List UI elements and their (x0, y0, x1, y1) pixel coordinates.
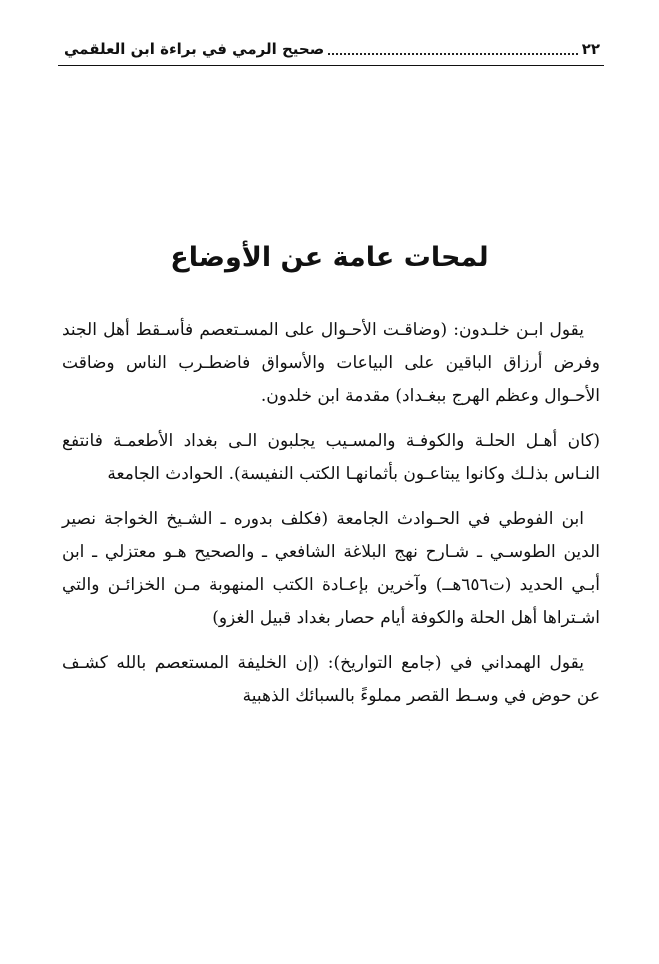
leader-dots (328, 53, 577, 55)
book-title: صحيح الرمي في براءة ابن العلقمي (64, 40, 325, 58)
paragraph-ibn-al-fuwati: ابن الفوطي في الحـوادث الجامعة (فكلف بدوره ـ الشـيخ الخواجة نصير الدين الطوسـي ـ شـارح نهج البلاغة الشافعي ـ والصحيح هـو معتزلي ـ ابن أبـي الحديد (ت٦٥٦هــ) وآخرين بإعـادة الكتب المنهوبة مـن الخزائـن والتي اشـتراها أهل الحلة والكوفة أيام حصار بغداد قبيل الغزو) (62, 509, 600, 628)
paragraph-hilla-kufa: (كان أهـل الحلـة والكوفـة والمسـيب يجلبون الـى بغداد الأطعمـة فانتفع النـاس بذلـك وكانوا يبتاعـون بأثمانهـا الكتب النفيسة). الحوادث الجامعة (62, 431, 600, 484)
header-rule (58, 65, 604, 66)
running-header (64, 34, 600, 60)
paragraph-ibn-khaldun: يقول ابـن خلـدون: (وضاقـت الأحـوال على المسـتعصم فأسـقط أهل الجند وفرض أرزاق الباقين على البياعات والأسواق فاضطـرب الناس وضاقت الأحـوال وعظم الهرج ببغـداد) مقدمة ابن خلدون. (62, 320, 600, 406)
body-text (62, 314, 600, 725)
paragraph-hamadani: يقول الهمداني في (جامع التواريخ): (إن الخليفة المستعصم بالله كشـف عن حوض في وسـط القصر مملوءً بالسبائك الذهبية (62, 653, 600, 706)
page-number: ٢٢ (581, 40, 600, 58)
chapter-title: لمحات عامة عن الأوضاع (170, 242, 489, 273)
